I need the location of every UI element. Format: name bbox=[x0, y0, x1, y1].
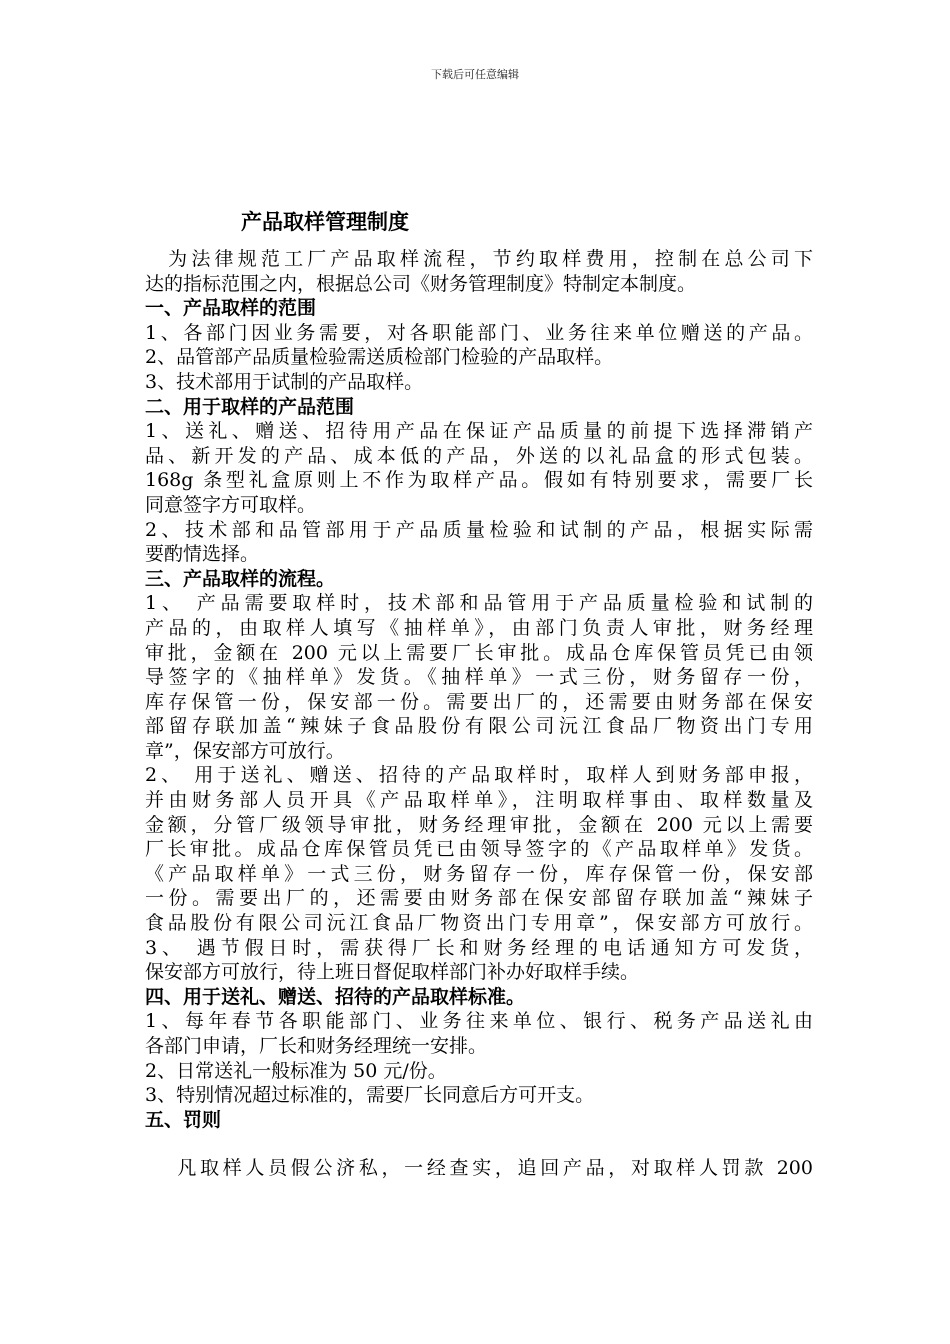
text-line: 审批，金额在 200 元以上需要厂长审批。成品仓库保管员凭已由领 bbox=[145, 641, 813, 664]
text-line: 一份。需要出厂的，还需要由财务部在保安部留存联加盖“辣妹子 bbox=[145, 887, 813, 910]
text-line: 2、品管部产品质量检验需送质检部门检验的产品取样。 bbox=[145, 346, 614, 369]
text-line: 为法律规范工厂产品取样流程，节约取样费用，控制在总公司下 bbox=[145, 248, 813, 270]
text-line: 金额，分管厂级领导审批，财务经理审批，金额在 200 元以上需要 bbox=[145, 813, 813, 836]
text-line: 食品股份有限公司沅江食品厂物资出门专用章”，保安部方可放行。 bbox=[145, 912, 813, 935]
text-line: 《产品取样单》一式三份，财务留存一份，库存保管一份，保安部 bbox=[145, 862, 813, 885]
section-heading: 四、用于送礼、赠送、招待的产品取样标准。 bbox=[145, 985, 526, 1008]
text-line: 导签字的《抽样单》发货。《抽样单》一式三份，财务留存一份， bbox=[145, 666, 813, 689]
section-heading: 二、用于取样的产品范围 bbox=[145, 395, 355, 418]
text-line: 达的指标范围之内，根据总公司《财务管理制度》特制定本制度。 bbox=[145, 272, 697, 295]
text-line: 2、日常送礼一般标准为 50 元/份。 bbox=[145, 1059, 447, 1082]
document-body bbox=[145, 247, 813, 1181]
text-line: 库存保管一份，保安部一份。需要出厂的，还需要由财务部在保安 bbox=[145, 690, 813, 713]
text-line: 保安部方可放行，待上班日督促取样部门补办好取样手续。 bbox=[145, 961, 640, 984]
text-line: 2、 用于送礼、赠送、招待的产品取样时，取样人到财务部申报， bbox=[145, 764, 813, 787]
text-line: 1、送礼、赠送、招待用产品在保证产品质量的前提下选择滞销产 bbox=[145, 420, 813, 443]
text-line: 2、技术部和品管部用于产品质量检验和试制的产品，根据实际需 bbox=[145, 518, 813, 541]
paragraph-gap bbox=[145, 1132, 813, 1156]
text-line: 1、 产品需要取样时，技术部和品管用于产品质量检验和试制的 bbox=[145, 592, 813, 615]
section-heading: 三、产品取样的流程。 bbox=[145, 567, 336, 590]
section-heading: 五、罚则 bbox=[145, 1108, 222, 1131]
section-heading: 一、产品取样的范围 bbox=[145, 297, 317, 320]
text-line: 各部门申请，厂长和财务经理统一安排。 bbox=[145, 1035, 488, 1057]
page-header-note: 下载后可任意编辑 bbox=[431, 68, 519, 81]
text-line: 3、 遇节假日时，需获得厂长和财务经理的电话通知方可发货， bbox=[145, 936, 813, 959]
text-line: 3、技术部用于试制的产品取样。 bbox=[145, 370, 424, 393]
text-line: 并由财务部人员开具《产品取样单》，注明取样事由、取样数量及 bbox=[145, 789, 813, 812]
text-line: 168g 条型礼盒原则上不作为取样产品。假如有特别要求，需要厂长 bbox=[145, 469, 813, 492]
text-line: 凡取样人员假公济私，一经查实，追回产品，对取样人罚款 200 bbox=[145, 1157, 813, 1180]
text-line: 部留存联加盖“辣妹子食品股份有限公司沅江食品厂物资出门专用 bbox=[145, 715, 813, 738]
text-line: 同意签字方可取样。 bbox=[145, 493, 317, 516]
text-line: 厂长审批。成品仓库保管员凭已由领导签字的《产品取样单》发货。 bbox=[145, 838, 813, 861]
text-line: 品、新开发的产品、成本低的产品，外送的以礼品盒的形式包装。 bbox=[145, 444, 813, 467]
text-line: 章”，保安部方可放行。 bbox=[145, 739, 345, 762]
text-line: 要酌情选择。 bbox=[145, 543, 260, 566]
text-line: 1、每年春节各职能部门、业务往来单位、银行、税务产品送礼由 bbox=[145, 1010, 813, 1033]
document-title: 产品取样管理制度 bbox=[241, 210, 409, 234]
text-line: 3、特别情况超过标准的，需要厂长同意后方可开支。 bbox=[145, 1084, 595, 1107]
text-line: 产品的，由取样人填写《抽样单》，由部门负责人审批，财务经理 bbox=[145, 616, 813, 639]
text-line: 1、各部门因业务需要，对各职能部门、业务往来单位赠送的产品。 bbox=[145, 321, 813, 344]
